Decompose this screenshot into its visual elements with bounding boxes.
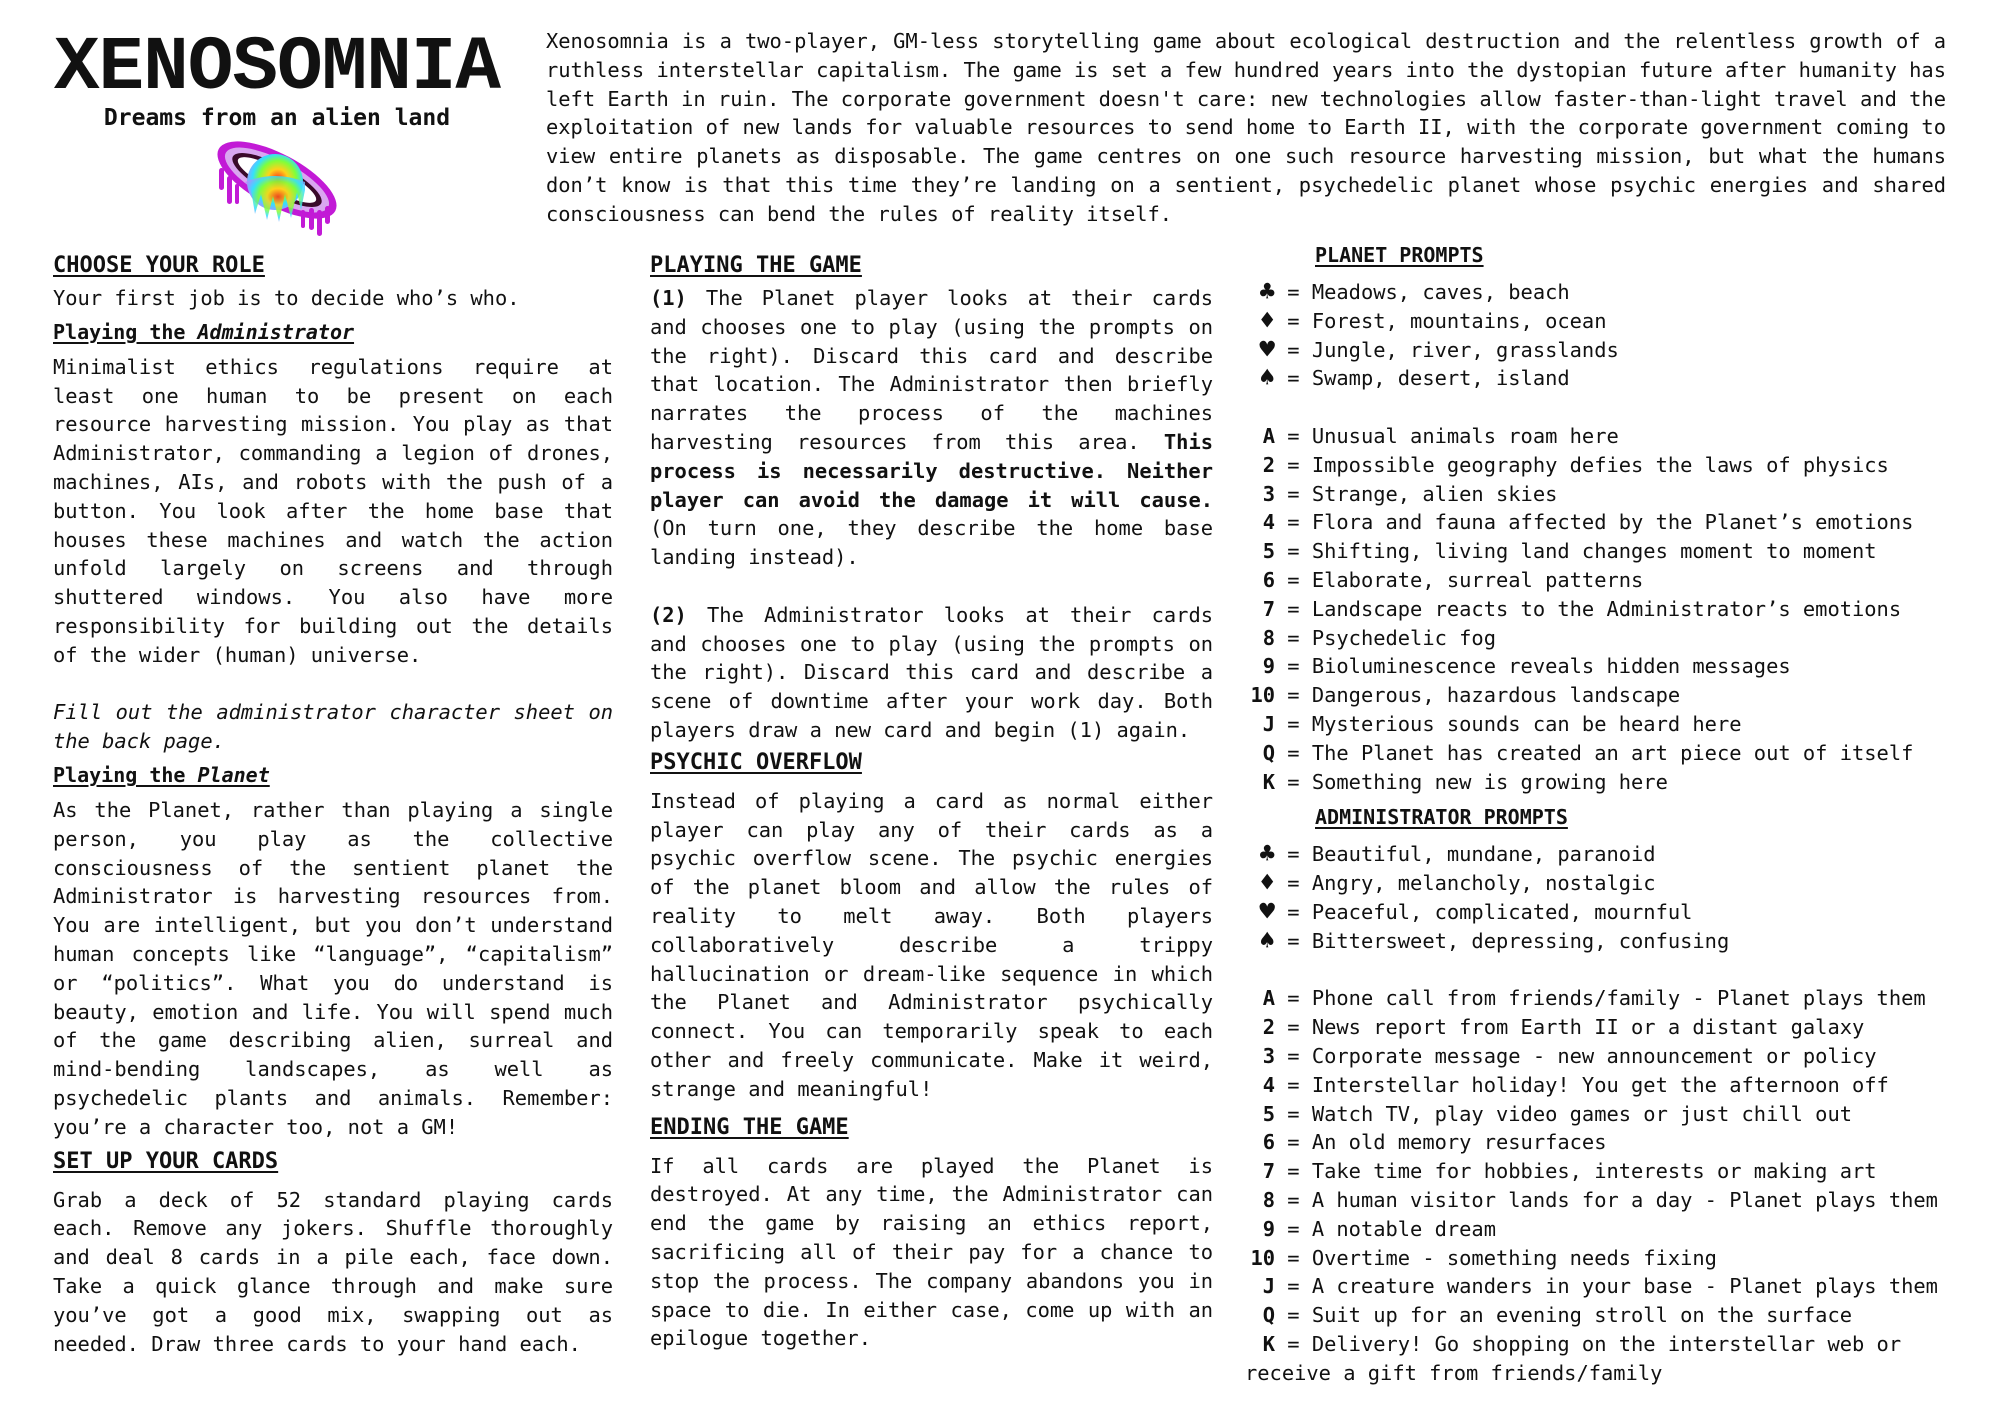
equals-sign: = — [1275, 654, 1312, 679]
rank-prompt-row — [1245, 1330, 1985, 1359]
setup-heading: SET UP YOUR CARDS — [53, 1148, 279, 1174]
planet-logo-graphic — [205, 130, 350, 240]
prompt-text: Unusual animals roam here — [1311, 423, 1619, 448]
game-title: XENOSOMNIA — [53, 25, 501, 111]
suit-prompt-row — [1245, 336, 1985, 365]
card-rank: 2 — [1262, 452, 1275, 477]
heart-suit-icon: ♥ — [1259, 896, 1275, 927]
suit-prompt-row — [1245, 278, 1985, 307]
ending-heading: ENDING THE GAME — [650, 1114, 849, 1140]
choose-role-heading: CHOOSE YOUR ROLE — [53, 253, 265, 278]
diamond-suit-icon: ♦ — [1259, 305, 1275, 336]
card-rank: Q — [1262, 1303, 1275, 1328]
middle-column — [650, 252, 1213, 1353]
prompt-text: Peaceful, complicated, mournful — [1311, 899, 1693, 924]
rank-prompt-row — [1245, 422, 1985, 451]
prompt-text: Psychedelic fog — [1311, 625, 1496, 650]
equals-sign: = — [1275, 423, 1312, 448]
rank-prompt-row — [1245, 595, 1985, 624]
heading-prefix: Playing the — [53, 319, 198, 344]
prompt-text: Bittersweet, depressing, confusing — [1311, 928, 1730, 953]
choose-role-lead: Your first job is to decide who’s who. — [53, 286, 520, 310]
prompt-text: Take time for hobbies, interests or making art — [1311, 1159, 1877, 1184]
card-rank: 5 — [1262, 539, 1275, 564]
card-rank: J — [1262, 711, 1275, 736]
step-two-text: The Administrator looks at their cards and chooses one to play (using the prompts on the right). Discard this card and describe a scene of downtime after your work day. Both players draw a new card and begin (1) again. — [650, 602, 1213, 742]
equals-sign: = — [1275, 1303, 1312, 1328]
equals-sign: = — [1275, 280, 1312, 304]
equals-sign: = — [1275, 740, 1312, 765]
step-two-label: (2) — [650, 602, 687, 627]
equals-sign: = — [1275, 769, 1312, 794]
intro-paragraph: Xenosomnia is a two-player, GM-less storytelling game about ecological destruction and the relentless growth of a ruthless interstellar capitalism. The game is set a few hundred years into the dystopian future after humanity has left Earth in ruin. The corporate government doesn't care: new technologies allow faster-than-light travel and the exploitation of new lands for valuable resources to send home to Earth II, with the corporate government coming to view entire planets as disposable. The game centres on one such resource harvesting mission, but what the humans don’t know is that this time they’re landing on a sentient, psychedelic planet whose psychic energies and shared consciousness can bend the rules of reality itself. — [546, 29, 1946, 226]
melting-ringed-planet-icon — [205, 130, 350, 240]
prompt-text: Landscape reacts to the Administrator’s emotions — [1311, 596, 1902, 621]
planet-rank-prompts — [1245, 422, 1985, 796]
equals-sign: = — [1275, 1245, 1312, 1270]
equals-sign: = — [1275, 452, 1312, 477]
equals-sign: = — [1275, 1072, 1312, 1097]
rank-prompt-row — [1245, 537, 1985, 566]
playing-administrator-heading — [53, 319, 613, 345]
club-suit-icon: ♣ — [1259, 839, 1275, 870]
equals-sign: = — [1275, 596, 1312, 621]
prompt-text: A notable dream — [1311, 1216, 1496, 1241]
suit-prompt-row — [1245, 927, 1985, 956]
card-rank: J — [1262, 1274, 1275, 1299]
prompt-text: Shifting, living land changes moment to moment — [1311, 539, 1877, 564]
equals-sign: = — [1275, 510, 1312, 535]
equals-sign: = — [1275, 1331, 1312, 1356]
prompt-text: Forest, mountains, ocean — [1311, 308, 1607, 333]
prompt-text: Dangerous, hazardous landscape — [1311, 683, 1681, 708]
equals-sign: = — [1275, 1101, 1312, 1126]
card-rank: 8 — [1262, 1187, 1275, 1212]
rank-prompt-row — [1245, 1186, 1985, 1215]
rank-prompt-row — [1245, 1301, 1985, 1330]
card-rank: A — [1262, 423, 1275, 448]
rank-prompt-row — [1245, 1071, 1985, 1100]
step-one — [650, 284, 1213, 572]
heading-emphasis: Administrator — [197, 319, 355, 344]
suit-prompt-row — [1245, 364, 1985, 393]
rank-prompt-row — [1245, 624, 1985, 653]
step-two — [650, 601, 1213, 745]
rank-prompt-row — [1245, 1272, 1985, 1301]
prompt-text: A human visitor lands for a day - Planet plays them — [1311, 1187, 1938, 1212]
equals-sign: = — [1275, 1216, 1312, 1241]
equals-sign: = — [1275, 337, 1312, 362]
card-rank: K — [1262, 1331, 1275, 1356]
step-one-text: The Planet player looks at their cards and chooses one to play (using the prompts on the right). Discard this card and describe that location. The Administrator then briefly narrates the process of the machines harvesting resources from this area. — [650, 286, 1213, 454]
planet-description: As the Planet, rather than playing a single person, you play as the collective consciousness of the sentient planet the Administrator is harvesting resources from. You are intelligent, but you don’t understand human concepts like “language”, “capitalism” or “politics”. What you do understand is beauty, emotion and life. You will spend much of the game describing alien, surreal and mind-bending landscapes, as well as psychedelic plants and animals. Remember: you’re a character too, not a GM! — [53, 797, 613, 1139]
rank-prompt-row — [1245, 566, 1985, 595]
equals-sign: = — [1275, 711, 1312, 736]
step-one-warning: This process is necessarily destructive. Neither player can avoid the damage it will cause. — [650, 429, 1213, 512]
rank-prompt-row — [1245, 1244, 1985, 1273]
card-rank: 4 — [1262, 1072, 1275, 1097]
prompt-text: Corporate message - new announcement or policy — [1311, 1043, 1877, 1068]
psychic-overflow-description: Instead of playing a card as normal either player can play any of their cards as a psychic overflow scene. The psychic energies of the planet bloom and allow the rules of reality to melt away. Both players collaboratively describe a trippy hallucination or dream-like sequence in which the Planet and Administrator psychically connect. You can temporarily speak to each other and freely communicate. Make it weird, strange and meaningful! — [650, 788, 1213, 1101]
heading-prefix: Playing the — [53, 762, 198, 787]
planet-suit-prompts — [1245, 278, 1985, 393]
card-rank: 5 — [1262, 1101, 1275, 1126]
prompt-text: Bioluminescence reveals hidden messages — [1311, 654, 1791, 679]
prompt-text: Strange, alien skies — [1311, 481, 1558, 506]
suit-prompt-row — [1245, 869, 1985, 898]
prompt-text: Overtime - something needs fixing — [1311, 1245, 1717, 1270]
rank-prompt-row — [1245, 681, 1985, 710]
card-rank: 6 — [1262, 1130, 1275, 1155]
equals-sign: = — [1275, 1159, 1312, 1184]
prompt-text: Flora and fauna affected by the Planet’s emotions — [1311, 510, 1914, 535]
equals-sign: = — [1275, 308, 1312, 333]
heading-emphasis: Planet — [197, 762, 270, 787]
card-rank: 6 — [1262, 567, 1275, 592]
prompt-text: Meadows, caves, beach — [1311, 280, 1570, 304]
equals-sign: = — [1275, 1043, 1312, 1068]
administrator-suit-prompts — [1245, 840, 1985, 955]
suit-prompt-row — [1245, 840, 1985, 869]
equals-sign: = — [1275, 481, 1312, 506]
club-suit-icon: ♣ — [1259, 277, 1275, 307]
card-rank: K — [1262, 769, 1275, 794]
equals-sign: = — [1275, 625, 1312, 650]
rank-prompt-row — [1245, 1157, 1985, 1186]
playing-game-heading: PLAYING THE GAME — [650, 253, 862, 278]
card-rank: 9 — [1262, 654, 1275, 679]
prompt-text: Suit up for an evening stroll on the surface — [1311, 1303, 1852, 1328]
card-rank: 7 — [1262, 1159, 1275, 1184]
equals-sign: = — [1275, 928, 1312, 953]
prompt-text: Angry, melancholy, nostalgic — [1311, 871, 1656, 896]
suit-prompt-row — [1245, 898, 1985, 927]
card-rank: A — [1262, 986, 1275, 1011]
rank-prompt-row — [1245, 480, 1985, 509]
administrator-rank-prompts — [1245, 984, 1985, 1387]
card-rank: 7 — [1262, 596, 1275, 621]
step-one-note: (On turn one, they describe the home base landing instead). — [650, 516, 1213, 570]
prompt-text: The Planet has created an art piece out of itself — [1311, 740, 1914, 765]
rank-prompt-row — [1245, 451, 1985, 480]
prompt-text: Jungle, river, grasslands — [1311, 337, 1619, 362]
card-rank: 3 — [1262, 1043, 1275, 1068]
prompt-text: Interstellar holiday! You get the afternoon off — [1311, 1072, 1889, 1097]
equals-sign: = — [1275, 683, 1312, 708]
card-rank: 2 — [1262, 1015, 1275, 1040]
left-column — [53, 252, 613, 1358]
prompt-text: Something new is growing here — [1311, 769, 1668, 794]
rank-prompt-row — [1245, 1013, 1985, 1042]
prompt-text: Elaborate, surreal patterns — [1311, 567, 1644, 592]
equals-sign: = — [1275, 366, 1312, 391]
equals-sign: = — [1275, 1130, 1312, 1155]
equals-sign: = — [1275, 899, 1312, 924]
rank-prompt-row — [1245, 1042, 1985, 1071]
card-rank: 8 — [1262, 625, 1275, 650]
prompt-text: An old memory resurfaces — [1311, 1130, 1607, 1155]
rank-prompt-row — [1245, 768, 1985, 797]
rank-prompt-row — [1245, 652, 1985, 681]
equals-sign: = — [1275, 986, 1312, 1011]
rank-prompt-row — [1245, 710, 1985, 739]
card-rank: 9 — [1262, 1216, 1275, 1241]
equals-sign: = — [1275, 1187, 1312, 1212]
game-subtitle: Dreams from an alien land — [103, 105, 451, 131]
prompt-text: Impossible geography defies the laws of physics — [1311, 452, 1889, 477]
prompt-text: Delivery! Go shopping on the interstellar web or — [1311, 1331, 1902, 1356]
equals-sign: = — [1275, 567, 1312, 592]
administrator-sheet-note: Fill out the administrator character sheet on the back page. — [53, 700, 613, 754]
equals-sign: = — [1275, 1015, 1312, 1040]
prompt-text-continuation: receive a gift from friends/family — [1245, 1360, 1663, 1385]
prompts-column — [1245, 242, 1985, 1387]
equals-sign: = — [1275, 842, 1312, 867]
equals-sign: = — [1275, 871, 1312, 896]
rank-prompt-row — [1245, 984, 1985, 1013]
equals-sign: = — [1275, 539, 1312, 564]
card-rank: 10 — [1250, 683, 1275, 708]
planet-prompts-heading: PLANET PROMPTS — [1315, 243, 1484, 267]
equals-sign: = — [1275, 1274, 1312, 1299]
prompt-text: Beautiful, mundane, paranoid — [1311, 842, 1656, 867]
prompt-text: Swamp, desert, island — [1311, 366, 1570, 391]
rank-prompt-row — [1245, 1215, 1985, 1244]
rank-prompt-row — [1245, 508, 1985, 537]
step-one-label: (1) — [650, 286, 687, 310]
card-rank: 10 — [1250, 1245, 1275, 1270]
diamond-suit-icon: ♦ — [1259, 868, 1275, 899]
card-rank: 3 — [1262, 481, 1275, 506]
prompt-text: Phone call from friends/family - Planet plays them — [1311, 986, 1926, 1011]
suit-prompt-row — [1245, 307, 1985, 336]
card-rank: 4 — [1262, 510, 1275, 535]
rank-prompt-row — [1245, 739, 1985, 768]
playing-planet-heading — [53, 762, 613, 788]
spade-suit-icon: ♠ — [1259, 363, 1275, 394]
prompt-text: Mysterious sounds can be heard here — [1311, 711, 1742, 736]
heart-suit-icon: ♥ — [1259, 334, 1275, 365]
spade-suit-icon: ♠ — [1259, 925, 1275, 956]
prompt-text: Watch TV, play video games or just chill out — [1311, 1101, 1852, 1126]
administrator-description: Minimalist ethics regulations require at least one human to be present on each resource harvesting mission. You play as that Administrator, commanding a legion of drones, machines, AIs, and robots with the push of a button. You look after the home base that houses these machines and watch the action unfold largely on screens and through shuttered windows. You also have more responsibility for building out the details of the wider (human) universe. — [53, 354, 613, 667]
setup-description: Grab a deck of 52 standard playing cards each. Remove any jokers. Shuffle thoroughly and deal 8 cards in a pile each, face down. Take a quick glance through and make sure you’ve got a good mix, swapping out as needed. Draw three cards to your hand each. — [53, 1187, 613, 1356]
card-rank: Q — [1262, 740, 1275, 765]
administrator-prompts-heading: ADMINISTRATOR PROMPTS — [1315, 805, 1568, 830]
rank-prompt-row — [1245, 1128, 1985, 1157]
prompt-text: A creature wanders in your base - Planet plays them — [1311, 1274, 1938, 1299]
psychic-overflow-heading: PSYCHIC OVERFLOW — [650, 749, 862, 775]
ending-description: If all cards are played the Planet is destroyed. At any time, the Administrator can end the game by raising an ethics report, sacrificing all of their pay for a chance to stop the process. The company abandons you in space to die. In either case, come up with an epilogue together. — [650, 1153, 1213, 1351]
prompt-text: News report from Earth II or a distant galaxy — [1311, 1015, 1865, 1040]
rank-prompt-row — [1245, 1100, 1985, 1129]
